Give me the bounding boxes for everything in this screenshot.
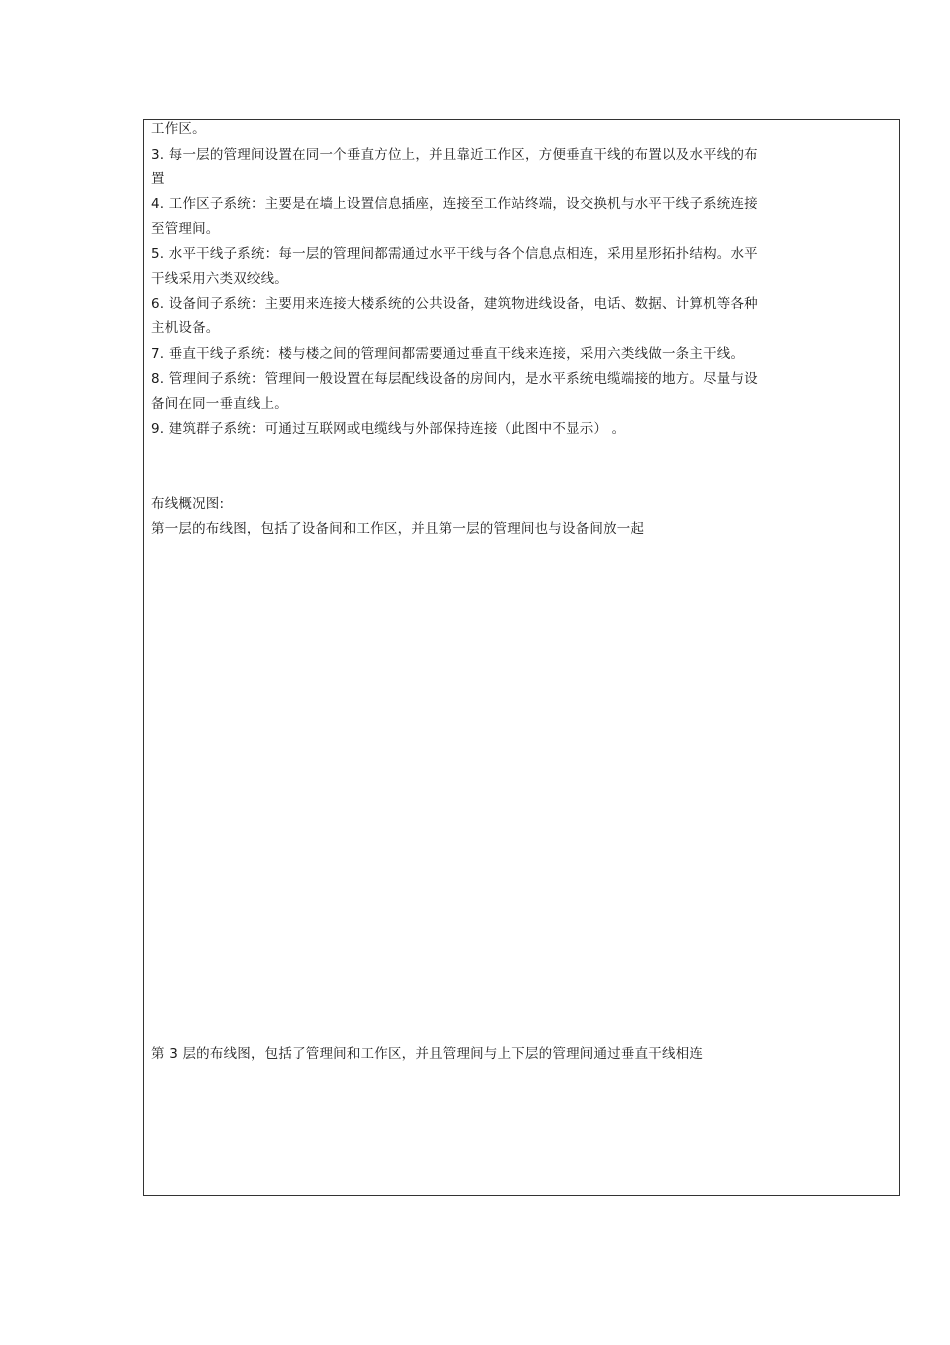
text-line: 置 bbox=[151, 171, 165, 187]
text-line: 9. 建筑群子系统：可通过互联网或电缆线与外部保持连接（此图中不显示） 。 bbox=[151, 421, 626, 437]
text-line: 3. 每一层的管理间设置在同一个垂直方位上，并且靠近工作区，方便垂直干线的布置以及水平线的布 bbox=[151, 147, 758, 163]
text-line: 备间在同一垂直线上。 bbox=[151, 396, 288, 412]
text-line: 6. 设备间子系统：主要用来连接大楼系统的公共设备，建筑物进线设备，电话、数据、计算机等各种 bbox=[151, 296, 758, 312]
text-line: 工作区。 bbox=[151, 121, 206, 137]
text-line: 4. 工作区子系统：主要是在墙上设置信息插座，连接至工作站终端，设交换机与水平干线子系统连接 bbox=[151, 196, 758, 212]
text-line: 干线采用六类双绞线。 bbox=[151, 271, 288, 287]
overview-heading: 布线概况图: bbox=[151, 496, 225, 512]
text-line: 8. 管理间子系统：管理间一般设置在每层配线设备的房间内，是水平系统电缆端接的地方。尽量与设 bbox=[151, 371, 758, 387]
floor1-caption: 第一层的布线图，包括了设备间和工作区，并且第一层的管理间也与设备间放一起 bbox=[151, 521, 645, 537]
text-line: 至管理间。 bbox=[151, 221, 220, 237]
text-line: 7. 垂直干线子系统：楼与楼之间的管理间都需要通过垂直干线来连接，采用六类线做一条主干线。 bbox=[151, 346, 745, 362]
floor3-caption: 第 3 层的布线图，包括了管理间和工作区，并且管理间与上下层的管理间通过垂直干线相连 bbox=[151, 1046, 704, 1062]
text-line: 主机设备。 bbox=[151, 320, 220, 336]
text-line: 5. 水平干线子系统：每一层的管理间都需通过水平干线与各个信息点相连，采用星形拓扑结构。水平 bbox=[151, 246, 758, 262]
